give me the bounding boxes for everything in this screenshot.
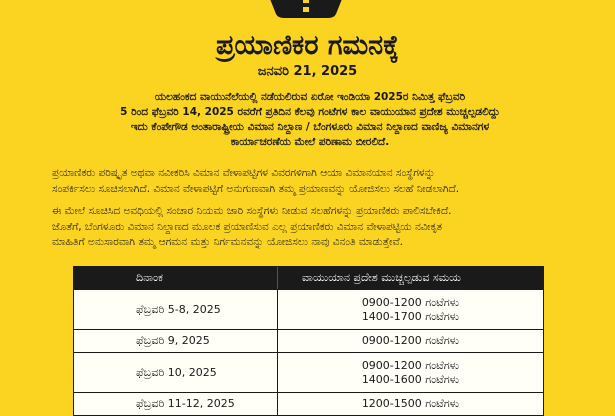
notice-paragraph [60, 90, 560, 150]
advice-line: ಈ ಮೇಲೆ ಸೂಚಿಸಿದ ಅವಧಿಯಲ್ಲಿ ಸಂಚಾರ ನಿಯಮ ಜಾರಿ ಸಂಸ್ಥೆಗಳು ನೀಡುವ ಸಲಹೆಗಳನ್ನು ಪ್ರಯಾಣಿಕರು ಪಾಲಿಸಬೇಕಿದೆ. [52, 205, 452, 217]
table-row [74, 392, 543, 415]
table-row [74, 289, 543, 329]
time-slot: 1200-1500 ಗಂಟೆಗಳು [361, 397, 460, 410]
row-date: ಫೆಬ್ರವರಿ 10, 2025 [74, 353, 278, 392]
time-slot: 0900-1200 ಗಂಟೆಗಳು [361, 295, 460, 309]
column-header-closure-time: ವಾಯುಯಾನ ಪ್ರದೇಶ ಮುಚ್ಚಲ್ಪಡುವ ಸಮಯ [302, 271, 461, 284]
advice-paragraph-traffic [52, 204, 572, 251]
notice-line: ಇದು ಕೆಂಪೇಗೌಡ ಅಂತಾರಾಷ್ಟ್ರೀಯ ವಿಮಾನ ನಿಲ್ದಾಣ / ಬೆಂಗಳೂರು ವಿಮಾನ ನಿಲ್ದಾಣದ ವಾಣಿಜ್ಯ ವಿಮಾನಗಳ [130, 121, 490, 133]
advice-line: ಪ್ರಯಾಣಿಕರು ಪರಿಷ್ಕೃತ ಅಥವಾ ನವೀಕರಿಸಿ ವಿಮಾನ ವೇಳಾಪಟ್ಟಿಗಳ ವಿವರಗಳಿಗಾಗಿ ಆಯಾ ವಿಮಾನಯಾನ ಸಂಸ್ಥೆಗಳನ್ನು [52, 167, 436, 179]
row-times [278, 330, 543, 352]
advice-line: ಜೊತೆಗೆ, ಬೆಂಗಳೂರು ವಿಮಾನ ನಿಲ್ದಾಣದ ಮೂಲಕ ಪ್ರಯಾಣಿಸುವ ಎಲ್ಲ ಪ್ರಯಾಣಿಕರು ವಿಮಾನ ವೇಳಾಪಟ್ಟಿಯ ನವೀಕೃತ [52, 220, 443, 233]
row-date: ಫೆಬ್ರವರಿ 5-8, 2025 [74, 290, 278, 329]
row-date: ಫೆಬ್ರವರಿ 9, 2025 [74, 330, 278, 352]
row-times [278, 393, 543, 415]
time-slot: 0900-1200 ಗಂಟೆಗಳು [361, 334, 460, 347]
page-title: ಪ್ರಯಾಣಿಕರ ಗಮನಕ್ಕೆ [216, 30, 399, 61]
row-times [278, 290, 543, 329]
table-row [74, 329, 543, 352]
closure-schedule-table [73, 266, 544, 416]
row-times [278, 353, 543, 392]
time-slot: 1400-1700 ಗಂಟೆಗಳು [361, 309, 460, 323]
time-slot: 0900-1200 ಗಂಟೆಗಳು [361, 358, 460, 372]
table-header [74, 267, 543, 289]
row-date: ಫೆಬ್ರವರಿ 11-12, 2025 [74, 393, 278, 415]
notice-date: ಜನವರಿ 21, 2025 [257, 64, 358, 79]
column-header-date: ದಿನಾಂಕ [74, 267, 278, 289]
warning-icon [260, 0, 352, 18]
table-row [74, 352, 543, 392]
notice-line: 5 ರಿಂದ ಫೆಬ್ರವರಿ 14, 2025 ರವರೆಗೆ ಪ್ರತಿದಿನ ಕೆಲವು ಗಂಟೆಗಳ ಕಾಲ ವಾಯುಯಾನ ಪ್ರದೇಶ ಮುಚ್ಚಲ್ಪಡಲಿದ್ದು [120, 106, 500, 118]
notice-line: ಕಾರ್ಯಾಚರಣೆಯ ಮೇಲೆ ಪರಿಣಾಮ ಬೀರಲಿದೆ. [230, 136, 390, 148]
advice-line: ಸಂಪರ್ಕಿಸಲು ಸೂಚಿಸಲಾಗಿದೆ. ವಿಮಾನ ವೇಳಾಪಟ್ಟಿಗೆ ಅನುಗುಣವಾಗಿ ತಮ್ಮ ಪ್ರಯಾಣವನ್ನು ಯೋಜಿಸಲು ಸಲಹೆ ನೀಡಲಾಗಿದೆ. [52, 182, 460, 195]
advice-paragraph-airlines [52, 166, 572, 197]
advice-line: ಮಾಹಿತಿಗೆ ಅನುಸಾರವಾಗಿ ತಮ್ಮ ಆಗಮನ ಮತ್ತು ನಿರ್ಗಮನವನ್ನು ಯೋಜಿಸಲು ನಾವು ವಿನಂತಿ ಮಾಡುತ್ತೇವೆ. [52, 236, 404, 248]
notice-line: ಯಲಹಂಕದ ವಾಯುನೆಲೆಯಲ್ಲಿ ನಡೆಯಲಿರುವ ಏರೋ ಇಂಡಿಯಾ 2025ರ ನಿಮಿತ್ತ ಫೆಬ್ರವರಿ [154, 91, 466, 103]
time-slot: 1400-1600 ಗಂಟೆಗಳು [361, 372, 460, 386]
